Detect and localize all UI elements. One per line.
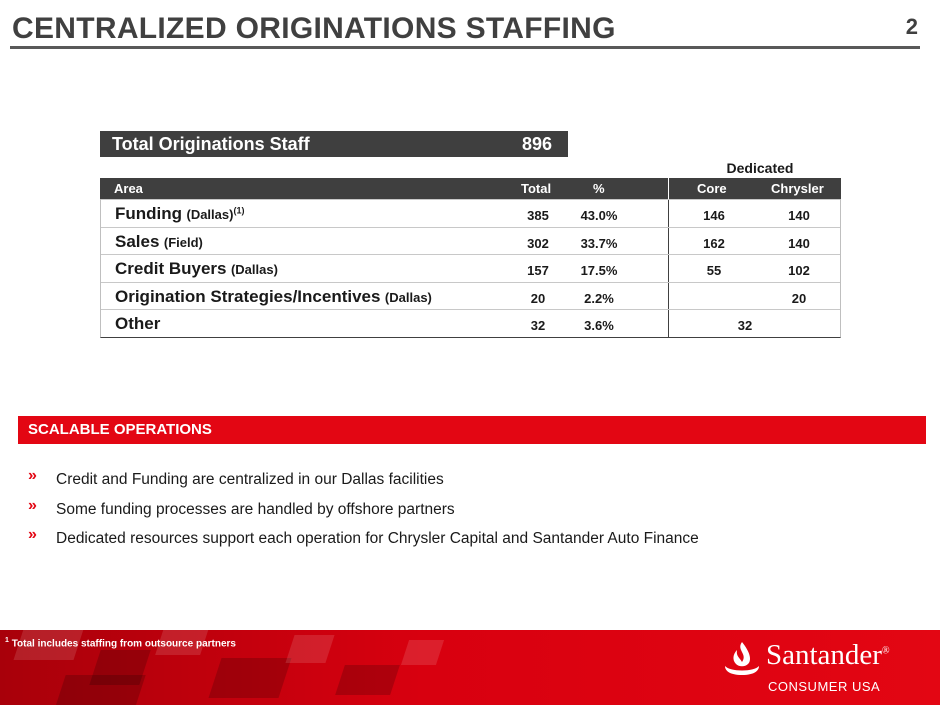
cell-total: 20 (530, 290, 546, 306)
dedicated-header: Dedicated (726, 160, 794, 176)
registered-mark: ® (881, 645, 890, 657)
table-row-funding (101, 199, 840, 227)
cell-total: 32 (530, 318, 546, 333)
chevron-bullet-icon: » (28, 526, 37, 543)
column-core: Core (697, 181, 727, 196)
footnote-ref: (1) (233, 205, 245, 216)
table-row-origination-strategies (101, 282, 840, 310)
cell-total: 302 (527, 235, 549, 251)
column-percent: % (593, 181, 605, 196)
column-total: Total (521, 181, 552, 196)
area-name: Funding (115, 204, 183, 223)
column-area: Area (114, 181, 143, 196)
title-divider (10, 46, 920, 49)
table-row-other (101, 309, 840, 337)
chevron-bullet-icon: » (28, 467, 37, 484)
cell-chrysler: 140 (788, 235, 810, 251)
header-column-divider (668, 178, 669, 199)
row-area (115, 232, 203, 252)
footer-pattern-tile (335, 665, 400, 695)
page-title: CENTRALIZED ORIGINATIONS STAFFING (12, 12, 616, 45)
area-name: Credit Buyers (115, 259, 227, 278)
table-header-row (100, 178, 841, 199)
cell-chrysler: 140 (788, 208, 810, 223)
footer-band (0, 630, 940, 705)
section-header-bar (18, 416, 926, 444)
row-area (115, 259, 278, 279)
area-name: Other (115, 314, 161, 333)
cell-percent: 33.7% (580, 235, 618, 251)
footer-pattern-tile (285, 635, 334, 663)
flame-logo-icon (722, 640, 762, 676)
bullet-text: Some funding processes are handled by offshore partners (56, 500, 455, 518)
area-location: (Dallas)$^{(1)}$ (186, 205, 245, 222)
section-title: SCALABLE OPERATIONS (28, 421, 212, 438)
footer-pattern-tile (209, 658, 292, 698)
table-row-sales (101, 227, 840, 255)
footer-pattern-tile (54, 675, 145, 705)
footnote (5, 637, 236, 649)
page-number: 2 (905, 14, 918, 39)
total-staff-label: Total Originations Staff (112, 134, 310, 154)
footer-pattern-tile (401, 640, 444, 665)
footnote-text: Total includes staffing from outsource partners (11, 638, 236, 650)
brand-name: Santander® (766, 639, 890, 671)
bullet-text: Credit and Funding are centralized in our Dallas facilities (56, 471, 444, 488)
cell-core: 55 (706, 263, 722, 278)
area-location: (Dallas) (384, 289, 432, 305)
cell-percent: 3.6% (584, 318, 614, 333)
chevron-bullet-icon: » (28, 496, 37, 514)
row-area (115, 314, 160, 334)
column-chrysler: Chrysler (771, 181, 824, 196)
cell-percent: 2.2% (584, 290, 614, 306)
cell-percent: 17.5% (580, 263, 618, 278)
row-area (115, 287, 432, 307)
bullet-text: Dedicated resources support each operation for Chrysler Capital and Santander Auto Finance (56, 530, 699, 547)
cell-core: 146 (703, 208, 725, 223)
table-row-credit-buyers (101, 254, 840, 282)
cell-core: 162 (703, 235, 725, 251)
cell-total: 157 (527, 263, 549, 278)
footnote-marker: 1 (5, 637, 9, 644)
cell-chrysler: 102 (788, 263, 810, 278)
area-name: Origination Strategies/Incentives (115, 286, 381, 306)
staffing-table (100, 178, 841, 338)
santander-logo (720, 636, 930, 702)
brand-subtitle: CONSUMER USA (768, 679, 881, 694)
area-name: Sales (115, 231, 160, 251)
row-area (115, 204, 244, 224)
cell-dedicated-combined: 32 (737, 318, 753, 333)
cell-percent: 43.0% (580, 208, 618, 223)
cell-total: 385 (527, 208, 549, 223)
total-staff-value: 896 (521, 134, 552, 154)
area-location: (Dallas) (230, 262, 278, 277)
cell-chrysler: 20 (791, 290, 807, 306)
table-body (100, 199, 841, 338)
area-location: (Field) (163, 234, 203, 250)
total-staff-bar (100, 131, 568, 157)
